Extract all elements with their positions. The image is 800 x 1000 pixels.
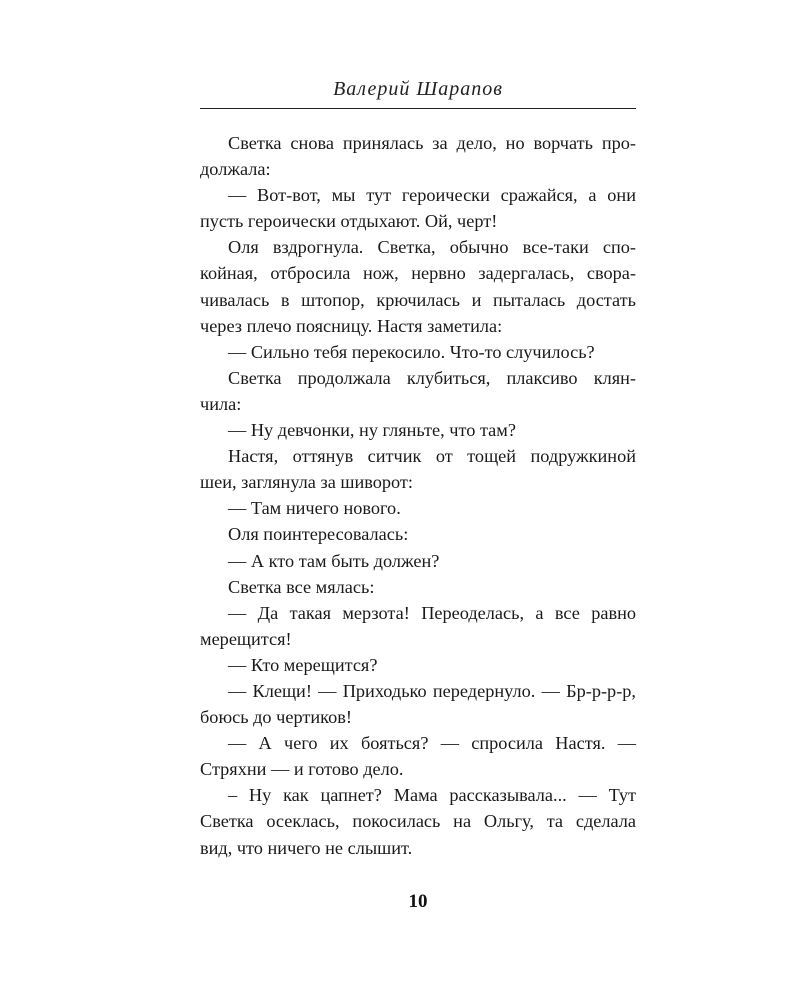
text-line: — Ну девчонки, ну гляньте, что там? [228, 420, 516, 441]
text-line: — А кто там быть должен? [228, 550, 440, 571]
text-line: Светка осеклась, покосилась на Ольгу, та сделала [200, 811, 636, 832]
text-line: Светка снова принялась за дело, но ворчать про- [228, 133, 636, 153]
page-number: 10 [408, 891, 428, 912]
text-line: пусть героически отдыхают. Ой, черт! [200, 211, 498, 232]
text-line: — Клещи! — Приходько передернуло. — Бр-р-р-р, [228, 680, 636, 701]
text-line: — Вот-вот, мы тут героически сражайся, а они [228, 185, 636, 206]
text-line: мерещится! [200, 628, 292, 649]
text-line: — Там ничего нового. [228, 498, 401, 519]
text-line: — Сильно тебя перекосило. Что-то случилось? [228, 341, 595, 362]
text-line: чила: [200, 393, 242, 414]
text-line: койная, отбросила нож, нервно задергалась, свора- [200, 263, 636, 284]
text-line: Светка все мялась: [228, 576, 375, 597]
running-head-author: Валерий Шарапов [333, 78, 503, 100]
text-line: Настя, оттянув ситчик от тощей подружкиной [228, 446, 636, 467]
text-line: Светка продолжала клубиться, плаксиво клян- [228, 367, 636, 388]
text-line: — Кто мерещится? [228, 654, 378, 675]
text-line: Стряхни — и готово дело. [200, 759, 404, 780]
text-line: – Ну как цапнет? Мама рассказывала... — Тут [228, 785, 636, 806]
text-line: боюсь до чертиков! [200, 707, 352, 728]
text-line: через плечо поясницу. Настя заметила: [200, 315, 503, 336]
text-line: — Да такая мерзота! Переоделась, а все равно [228, 602, 636, 623]
text-line: чивалась в штопор, крючилась и пыталась достать [200, 289, 636, 310]
text-line: Оля вздрогнула. Светка, обычно все-таки спо- [228, 237, 636, 258]
header-rule [200, 108, 636, 109]
text-line: шеи, заглянула за шиворот: [200, 472, 414, 493]
body-text [200, 130, 636, 861]
text-line: должала: [200, 159, 271, 180]
text-line: — А чего их бояться? — спросила Настя. — [228, 733, 636, 754]
text-line: Оля поинтересовалась: [228, 524, 409, 545]
text-line: вид, что ничего не слышит. [200, 837, 413, 858]
